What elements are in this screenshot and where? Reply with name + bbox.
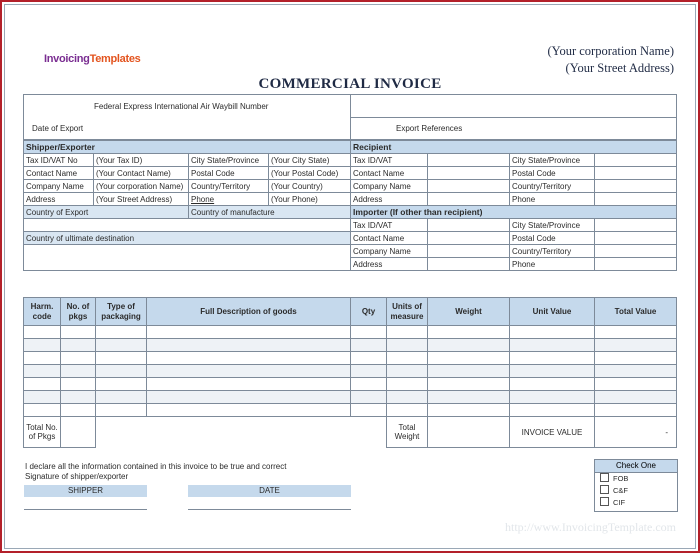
waybill-label: Federal Express International Air Waybill Number <box>24 95 351 118</box>
recipient-label: Tax ID/VAT <box>351 154 428 167</box>
table-row[interactable] <box>24 339 677 352</box>
ultimate-destination-label[interactable]: Country of ultimate destination <box>24 232 351 245</box>
shipper-label: Country/Territory <box>189 180 269 193</box>
recipient-value[interactable] <box>595 180 677 193</box>
checkbox-icon[interactable] <box>600 497 609 506</box>
waybill-value[interactable] <box>351 95 677 118</box>
country-of-export-label[interactable]: Country of Export <box>24 206 189 219</box>
shipper-label: Phone <box>189 193 269 206</box>
shipper-value[interactable]: (Your Postal Code) <box>269 167 351 180</box>
header-table <box>23 94 677 140</box>
invoice-value-label: INVOICE VALUE <box>510 417 595 448</box>
recipient-value[interactable] <box>428 154 510 167</box>
table-row[interactable] <box>24 326 677 339</box>
importer-value[interactable] <box>595 245 677 258</box>
country-of-manufacture-label[interactable]: Country of manufacture <box>189 206 351 219</box>
date-signature-line[interactable] <box>188 509 351 510</box>
recipient-value[interactable] <box>428 180 510 193</box>
check-one-box <box>594 459 678 512</box>
ultimate-destination-value[interactable] <box>24 245 351 271</box>
country-of-export-value[interactable] <box>24 219 351 232</box>
total-pkgs-value[interactable] <box>61 417 96 448</box>
cif-option[interactable]: CIF <box>595 497 677 509</box>
importer-label: Postal Code <box>510 232 595 245</box>
table-row[interactable] <box>24 404 677 417</box>
recipient-label: City State/Province <box>510 154 595 167</box>
declaration <box>25 462 286 482</box>
goods-table <box>23 297 677 448</box>
recipient-value[interactable] <box>595 154 677 167</box>
recipient-label: Address <box>351 193 428 206</box>
column-header: Type of packaging <box>96 298 147 326</box>
shipper-signature-label: SHIPPER <box>24 485 147 497</box>
shipper-label: Tax ID/VAT No <box>24 154 94 167</box>
importer-label: Country/Territory <box>510 245 595 258</box>
table-row[interactable] <box>24 391 677 404</box>
shipper-label: Contact Name <box>24 167 94 180</box>
checkbox-icon[interactable] <box>600 485 609 494</box>
importer-value[interactable] <box>595 219 677 232</box>
importer-value[interactable] <box>428 219 510 232</box>
shipper-value[interactable]: (Your Phone) <box>269 193 351 206</box>
corporation-block <box>548 43 674 77</box>
shipper-signature-line[interactable] <box>24 509 147 510</box>
goods-header-row <box>24 298 677 326</box>
check-one-header: Check One <box>595 460 677 473</box>
importer-label: City State/Province <box>510 219 595 232</box>
shipper-value[interactable]: (Your Tax ID) <box>94 154 189 167</box>
shipper-value[interactable]: (Your City State) <box>269 154 351 167</box>
shipper-label: Address <box>24 193 94 206</box>
watermark: http://www.InvoicingTemplate.com <box>504 520 676 534</box>
shipper-label: Postal Code <box>189 167 269 180</box>
column-header: No. of pkgs <box>61 298 96 326</box>
recipient-label: Contact Name <box>351 167 428 180</box>
table-row[interactable] <box>24 365 677 378</box>
column-header: Qty <box>351 298 387 326</box>
shipper-header: Shipper/Exporter <box>24 141 351 154</box>
recipient-label: Country/Territory <box>510 180 595 193</box>
column-header: Weight <box>428 298 510 326</box>
importer-value[interactable] <box>595 258 677 271</box>
invoice-value-amount[interactable]: - <box>595 417 677 448</box>
total-pkgs-label: Total No. of Pkgs <box>24 417 61 448</box>
importer-label: Contact Name <box>351 232 428 245</box>
recipient-label: Company Name <box>351 180 428 193</box>
importer-label: Phone <box>510 258 595 271</box>
cf-option[interactable]: C&F <box>595 485 677 497</box>
recipient-label: Phone <box>510 193 595 206</box>
column-header: Units of measure <box>387 298 428 326</box>
recipient-label: Postal Code <box>510 167 595 180</box>
parties-table <box>23 140 677 271</box>
export-references-label[interactable]: Export References <box>351 117 677 140</box>
importer-value[interactable] <box>428 232 510 245</box>
total-weight-label: Total Weight <box>387 417 428 448</box>
recipient-value[interactable] <box>428 193 510 206</box>
importer-value[interactable] <box>428 245 510 258</box>
shipper-value[interactable]: (Your Country) <box>269 180 351 193</box>
column-header: Unit Value <box>510 298 595 326</box>
shipper-label: Company Name <box>24 180 94 193</box>
shipper-value[interactable]: (Your Street Address) <box>94 193 189 206</box>
logo: InvoicingTemplates <box>44 53 141 65</box>
importer-label: Address <box>351 258 428 271</box>
corporation-name[interactable]: (Your corporation Name) <box>547 44 674 58</box>
importer-label: Tax ID/VAT <box>351 219 428 232</box>
column-header: Full Description of goods <box>147 298 351 326</box>
shipper-value[interactable]: (Your Contact Name) <box>94 167 189 180</box>
column-header: Harm. code <box>24 298 61 326</box>
table-row[interactable] <box>24 378 677 391</box>
totals-row <box>24 417 677 448</box>
importer-header: Importer (If other than recipient) <box>351 206 677 219</box>
recipient-value[interactable] <box>428 167 510 180</box>
fob-option[interactable]: FOB <box>595 473 677 485</box>
shipper-label: City State/Province <box>189 154 269 167</box>
recipient-value[interactable] <box>595 193 677 206</box>
declaration-text: I declare all the information contained in this invoice to be true and correct <box>25 462 287 471</box>
date-signature-label: DATE <box>188 485 351 497</box>
invoice-title: COMMERCIAL INVOICE <box>258 76 442 92</box>
recipient-header: Recipient <box>351 141 677 154</box>
shipper-value[interactable]: (Your corporation Name) <box>94 180 189 193</box>
table-row[interactable] <box>24 352 677 365</box>
recipient-value[interactable] <box>595 167 677 180</box>
corporation-street[interactable]: (Your Street Address) <box>565 61 674 75</box>
signature-label: Signature of shipper/exporter <box>25 472 129 481</box>
importer-label: Company Name <box>351 245 428 258</box>
importer-value[interactable] <box>595 232 677 245</box>
importer-value[interactable] <box>428 258 510 271</box>
total-weight-value[interactable] <box>428 417 510 448</box>
checkbox-icon[interactable] <box>600 473 609 482</box>
column-header: Total Value <box>595 298 677 326</box>
date-of-export-label[interactable]: Date of Export <box>24 117 351 140</box>
